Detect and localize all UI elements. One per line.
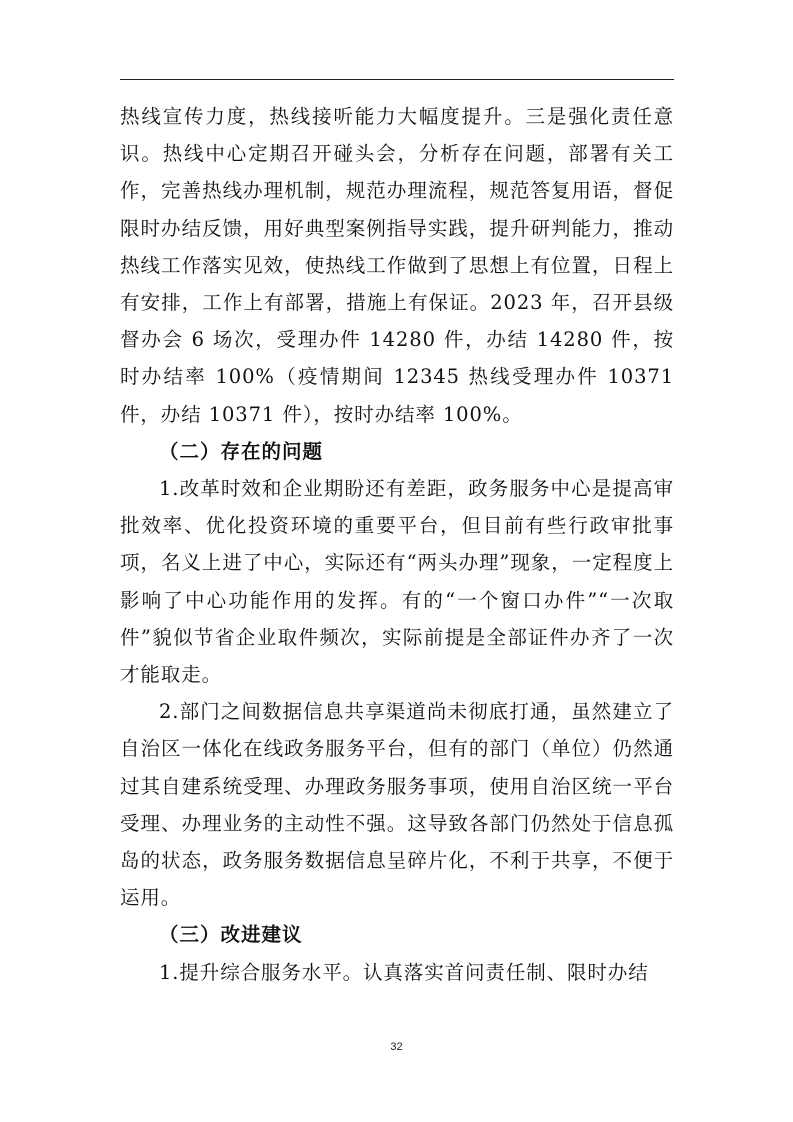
page-number: 32	[390, 1041, 403, 1053]
document-body	[120, 98, 674, 991]
paragraph-suggestion-1: 1.提升综合服务水平。认真落实首问责任制、限时办结	[159, 960, 649, 984]
header-rule	[120, 79, 674, 80]
paragraph-hotline-summary: 热线宣传力度，热线接听能力大幅度提升。三是强化责任意识。热线中心定期召开碰头会，分析存在问题，部署有关工作，完善热线办理机制，规范办理流程，规范答复用语，督促限时办结反馈，用好典型案例指导实践，提升研判能力，推动热线工作落实见效，使热线工作做到了思想上有位置，日程上有安排，工作上有部署，措施上有保证。2023 年，召开县级督办会 6 场次，受理办件 14280 件，办结 14280 件，按时办结率 100%（疫情期间 12345 热线受理办件 10371 件，办结 10371 件），按时办结率 100%。	[120, 105, 674, 426]
section-heading-existing-problems: （二）存在的问题	[159, 439, 324, 463]
paragraph-problem-2: 2.部门之间数据信息共享渠道尚未彻底打通，虽然建立了自治区一体化在线政务服务平台，但有的部门（单位）仍然通过其自建系统受理、办理政务服务事项，使用自治区统一平台受理、办理业务的主动性不强。这导致各部门仍然处于信息孤岛的状态，政务服务数据信息呈碎片化，不利于共享，不便于运用。	[120, 700, 674, 910]
paragraph-problem-1: 1.改革时效和企业期盼还有差距，政务服务中心是提高审批效率、优化投资环境的重要平台，但目前有些行政审批事项，名义上进了中心，实际还有“两头办理”现象，一定程度上影响了中心功能作用的发挥。有的“一个窗口办件”“一次取件”貌似节省企业取件频次，实际前提是全部证件办齐了一次才能取走。	[120, 477, 674, 687]
section-heading-improvement-suggestions: （三）改进建议	[159, 923, 303, 947]
